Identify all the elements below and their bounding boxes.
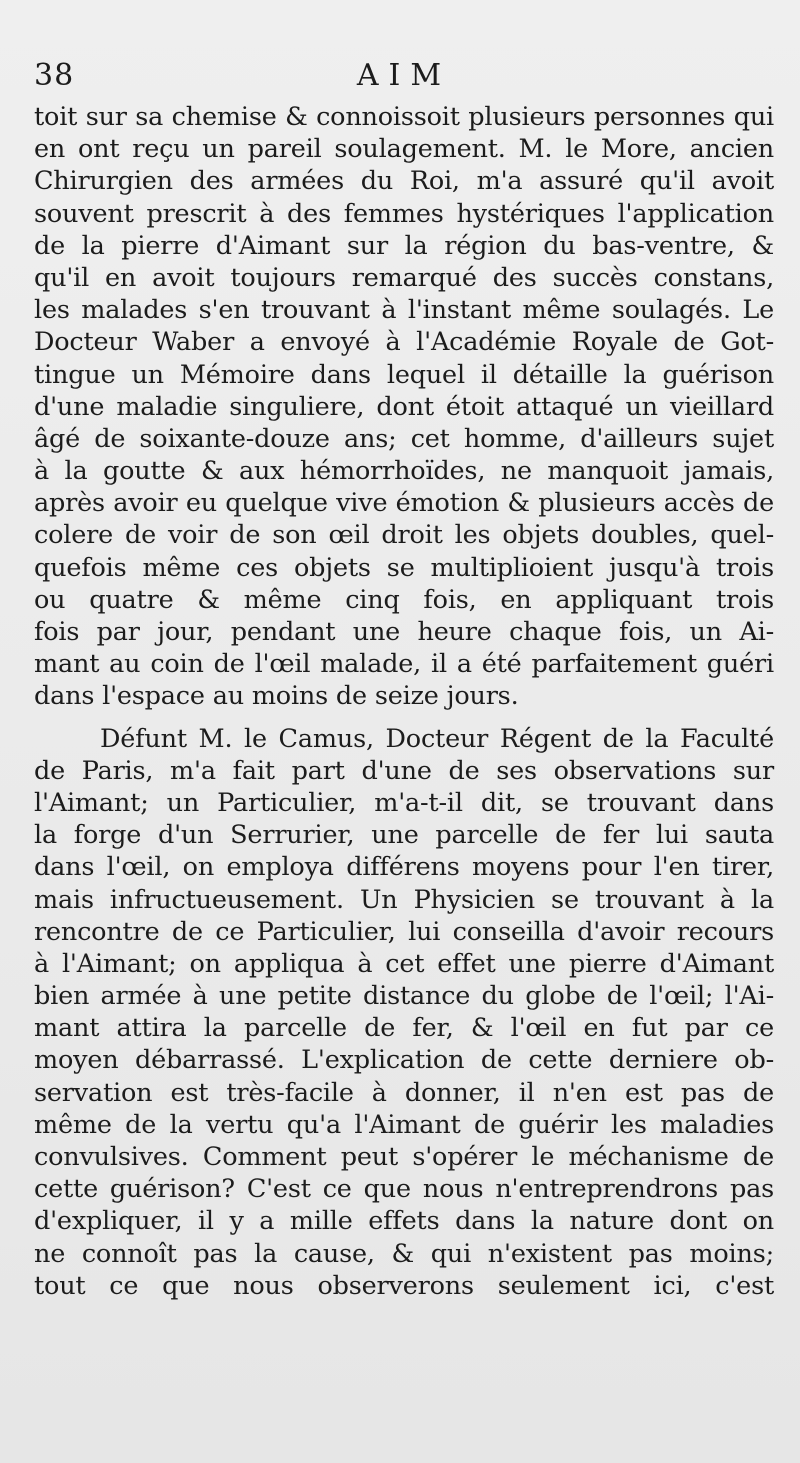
text-line: toit sur sa chemise & connoissoit plusieurs personnes qui bbox=[34, 102, 774, 132]
running-head: AIM bbox=[356, 58, 452, 93]
paragraph bbox=[34, 723, 774, 1302]
text-line: âgé de soixante-douze ans; cet homme, d'ailleurs sujet bbox=[34, 423, 774, 454]
page-header bbox=[34, 58, 774, 102]
text-line: Chirurgien des armées du Roi, m'a assuré qu'il avoit bbox=[34, 166, 774, 197]
text-line: à l'Aimant; on appliqua à cet effet une pierre d'Aimant bbox=[34, 948, 774, 979]
text-line: en ont reçu un pareil soulagement. M. le More, ancien bbox=[34, 134, 774, 165]
text-line: de la pierre d'Aimant sur la région du bas-ventre, & bbox=[34, 230, 774, 261]
text-line: après avoir eu quelque vive émotion & plusieurs accès de bbox=[34, 488, 774, 519]
text-line: Docteur Waber a envoyé à l'Académie Royale de Got- bbox=[34, 327, 774, 358]
text-line: fois par jour, pendant une heure chaque fois, un Ai- bbox=[34, 617, 774, 647]
text-line: qu'il en avoit toujours remarqué des succès constans, bbox=[34, 262, 774, 293]
text-line: de Paris, m'a fait part d'une de ses observations sur bbox=[34, 755, 774, 786]
page-number: 38 bbox=[34, 58, 75, 93]
text-line: cette guérison? C'est ce que nous n'entreprendrons pas bbox=[34, 1174, 774, 1205]
text-line: rencontre de ce Particulier, lui conseilla d'avoir recours bbox=[34, 916, 774, 947]
text-line: dans l'œil, on employa différens moyens pour l'en tirer, bbox=[34, 852, 774, 883]
text-line: servation est très-facile à donner, il n'en est pas de bbox=[34, 1077, 774, 1108]
text-line: même de la vertu qu'a l'Aimant de guérir les maladies bbox=[34, 1109, 774, 1140]
text-line: bien armée à une petite distance du globe de l'œil; l'Ai- bbox=[34, 981, 774, 1012]
body-text bbox=[34, 101, 774, 1302]
text-line: tout ce que nous observerons seulement ici, c'est bbox=[34, 1270, 774, 1301]
text-line: l'Aimant; un Particulier, m'a-t-il dit, se trouvant dans bbox=[34, 787, 774, 818]
text-line: quefois même ces objets se multiplioient jusqu'à trois bbox=[34, 552, 774, 583]
text-line: souvent prescrit à des femmes hystériques l'application bbox=[34, 198, 774, 229]
text-line: mais infructueusement. Un Physicien se trouvant à la bbox=[34, 884, 774, 915]
text-line: mant attira la parcelle de fer, & l'œil en fut par ce bbox=[34, 1013, 774, 1044]
text-line: colere de voir de son œil droit les objets doubles, quel- bbox=[34, 520, 774, 551]
text-line: convulsives. Comment peut s'opérer le méchanisme de bbox=[34, 1142, 774, 1172]
text-line: les malades s'en trouvant à l'instant même soulagés. Le bbox=[34, 295, 774, 326]
text-line: d'expliquer, il y a mille effets dans la nature dont on bbox=[34, 1206, 774, 1237]
text-line: tingue un Mémoire dans lequel il détaille la guérison bbox=[34, 359, 774, 390]
text-line: d'une maladie singuliere, dont étoit attaqué un vieillard bbox=[34, 391, 774, 422]
text-line: à la goutte & aux hémorrhoïdes, ne manquoit jamais, bbox=[34, 456, 774, 487]
text-line: Défunt M. le Camus, Docteur Régent de la Faculté bbox=[100, 723, 774, 754]
text-line: moyen débarrassé. L'explication de cette derniere ob- bbox=[34, 1045, 774, 1076]
text-line: dans l'espace au moins de seize jours. bbox=[34, 681, 519, 712]
text-line: ou quatre & même cinq fois, en appliquant trois bbox=[34, 584, 774, 615]
paragraph-gap bbox=[34, 713, 774, 723]
text-line: mant au coin de l'œil malade, il a été parfaitement guéri bbox=[34, 649, 774, 680]
text-line: la forge d'un Serrurier, une parcelle de fer lui sauta bbox=[34, 820, 774, 851]
text-line: ne connoît pas la cause, & qui n'existent pas moins; bbox=[34, 1238, 774, 1269]
paragraph bbox=[34, 101, 774, 713]
